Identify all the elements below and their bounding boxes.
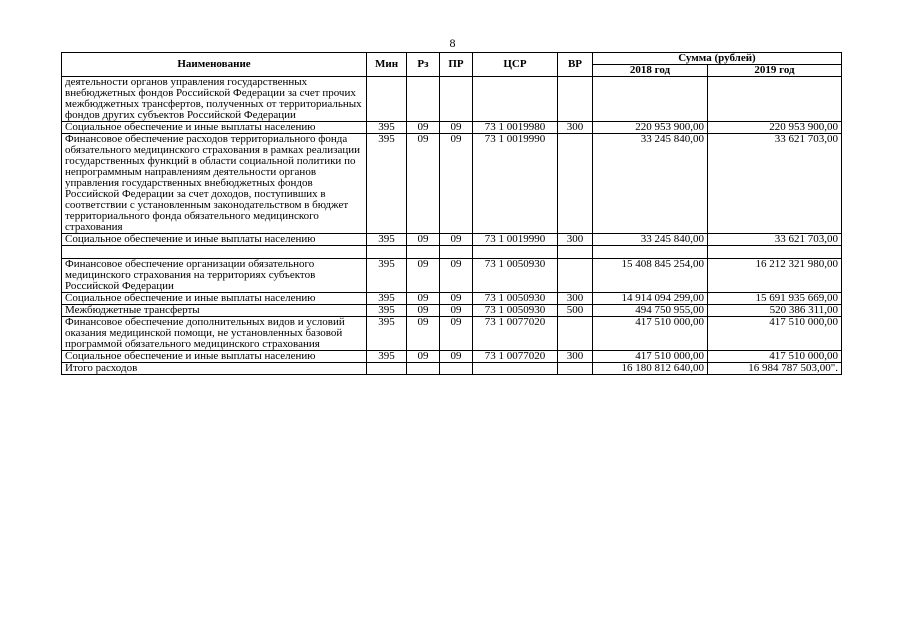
header-sum: Сумма (рублей) — [593, 53, 842, 65]
cell-vr — [558, 259, 593, 293]
header-rz: Рз — [407, 53, 440, 77]
cell-min: 395 — [367, 259, 407, 293]
cell-csr: 73 1 0077020 — [473, 317, 558, 351]
cell-rz — [407, 363, 440, 375]
cell-name: Социальное обеспечение и иные выплаты населению — [62, 122, 367, 134]
cell-y2019: 16 212 321 980,00 — [708, 259, 842, 293]
header-2018: 2018 год — [593, 65, 708, 77]
cell-y2018: 494 750 955,00 — [593, 305, 708, 317]
cell-name: Социальное обеспечение и иные выплаты населению — [62, 234, 367, 246]
table-row — [62, 363, 842, 375]
cell-min: 395 — [367, 293, 407, 305]
cell-y2019: 33 621 703,00 — [708, 134, 842, 234]
spacer-cell — [593, 246, 708, 259]
cell-min: 395 — [367, 351, 407, 363]
table-row — [62, 134, 842, 234]
spacer-cell — [473, 246, 558, 259]
spacer-cell — [708, 246, 842, 259]
cell-y2019: 15 691 935 669,00 — [708, 293, 842, 305]
cell-min — [367, 77, 407, 122]
table-row — [62, 317, 842, 351]
cell-y2018: 33 245 840,00 — [593, 134, 708, 234]
cell-vr: 500 — [558, 305, 593, 317]
cell-name: Финансовое обеспечение организации обязательного медицинского страхования на территориях субъектов Российской Федерации — [62, 259, 367, 293]
table-row — [62, 234, 842, 246]
cell-y2019: 520 386 311,00 — [708, 305, 842, 317]
cell-y2019: 417 510 000,00 — [708, 351, 842, 363]
cell-csr: 73 1 0019980 — [473, 122, 558, 134]
cell-name: Финансовое обеспечение расходов территориального фонда обязательного медицинского страхования в рамках реализации государственных функций в области социальной политики по непрограммным направлениям деятельности органов управления государственных внебюджетных фондов Российской Федерации за счет доходов, поступивших в соответствии с установленным законодательством в бюджет территориального фонда обязательного медицинского страхования — [62, 134, 367, 234]
spacer-cell — [367, 246, 407, 259]
cell-min: 395 — [367, 234, 407, 246]
cell-name: Межбюджетные трансферты — [62, 305, 367, 317]
cell-y2018: 220 953 900,00 — [593, 122, 708, 134]
cell-min: 395 — [367, 134, 407, 234]
cell-y2018: 14 914 094 299,00 — [593, 293, 708, 305]
cell-csr: 73 1 0019990 — [473, 134, 558, 234]
table-row — [62, 122, 842, 134]
cell-rz — [407, 77, 440, 122]
cell-min: 395 — [367, 305, 407, 317]
cell-rz: 09 — [407, 134, 440, 234]
cell-vr — [558, 134, 593, 234]
cell-pr: 09 — [440, 305, 473, 317]
cell-y2018: 33 245 840,00 — [593, 234, 708, 246]
budget-table — [61, 52, 842, 375]
cell-name: деятельности органов управления государственных внебюджетных фондов Российской Федерации за счет прочих межбюджетных трансфертов, полученных от территориальных фондов других субъектов Российской Федерации — [62, 77, 367, 122]
cell-y2018: 417 510 000,00 — [593, 351, 708, 363]
cell-vr — [558, 363, 593, 375]
cell-pr: 09 — [440, 234, 473, 246]
header-2019: 2019 год — [708, 65, 842, 77]
cell-vr — [558, 317, 593, 351]
cell-csr — [473, 77, 558, 122]
cell-y2019: 16 984 787 503,00". — [708, 363, 842, 375]
table-row — [62, 305, 842, 317]
cell-pr: 09 — [440, 351, 473, 363]
cell-rz: 09 — [407, 122, 440, 134]
cell-csr: 73 1 0019990 — [473, 234, 558, 246]
cell-pr — [440, 77, 473, 122]
page-number: 8 — [449, 36, 456, 50]
cell-rz: 09 — [407, 351, 440, 363]
cell-min: 395 — [367, 122, 407, 134]
spacer-cell — [440, 246, 473, 259]
cell-vr — [558, 77, 593, 122]
table-row — [62, 77, 842, 122]
table-row — [62, 293, 842, 305]
cell-pr: 09 — [440, 293, 473, 305]
cell-pr: 09 — [440, 317, 473, 351]
header-min: Мин — [367, 53, 407, 77]
cell-y2019: 220 953 900,00 — [708, 122, 842, 134]
cell-rz: 09 — [407, 234, 440, 246]
header-csr: ЦСР — [473, 53, 558, 77]
cell-y2018: 15 408 845 254,00 — [593, 259, 708, 293]
cell-csr: 73 1 0050930 — [473, 259, 558, 293]
cell-rz: 09 — [407, 293, 440, 305]
cell-rz: 09 — [407, 305, 440, 317]
cell-csr: 73 1 0050930 — [473, 305, 558, 317]
header-name: Наименование — [62, 53, 367, 77]
cell-y2018 — [593, 77, 708, 122]
header-pr: ПР — [440, 53, 473, 77]
cell-pr — [440, 363, 473, 375]
cell-rz: 09 — [407, 317, 440, 351]
cell-pr: 09 — [440, 259, 473, 293]
cell-y2018: 16 180 812 640,00 — [593, 363, 708, 375]
cell-name: Итого расходов — [62, 363, 367, 375]
cell-y2019: 417 510 000,00 — [708, 317, 842, 351]
spacer-cell — [407, 246, 440, 259]
cell-rz: 09 — [407, 259, 440, 293]
cell-min: 395 — [367, 317, 407, 351]
cell-vr: 300 — [558, 122, 593, 134]
table-row — [62, 259, 842, 293]
cell-name: Социальное обеспечение и иные выплаты населению — [62, 351, 367, 363]
cell-name: Финансовое обеспечение дополнительных видов и условий оказания медицинской помощи, не установленных базовой программой обязательного медицинского страхования — [62, 317, 367, 351]
cell-y2019: 33 621 703,00 — [708, 234, 842, 246]
table-row — [62, 351, 842, 363]
header-vr: ВР — [558, 53, 593, 77]
cell-pr: 09 — [440, 122, 473, 134]
cell-vr: 300 — [558, 293, 593, 305]
spacer-row — [62, 246, 842, 259]
cell-vr: 300 — [558, 234, 593, 246]
cell-csr: 73 1 0077020 — [473, 351, 558, 363]
cell-csr: 73 1 0050930 — [473, 293, 558, 305]
spacer-cell — [62, 246, 367, 259]
cell-pr: 09 — [440, 134, 473, 234]
cell-vr: 300 — [558, 351, 593, 363]
cell-csr — [473, 363, 558, 375]
spacer-cell — [558, 246, 593, 259]
cell-y2019 — [708, 77, 842, 122]
cell-min — [367, 363, 407, 375]
cell-name: Социальное обеспечение и иные выплаты населению — [62, 293, 367, 305]
cell-y2018: 417 510 000,00 — [593, 317, 708, 351]
